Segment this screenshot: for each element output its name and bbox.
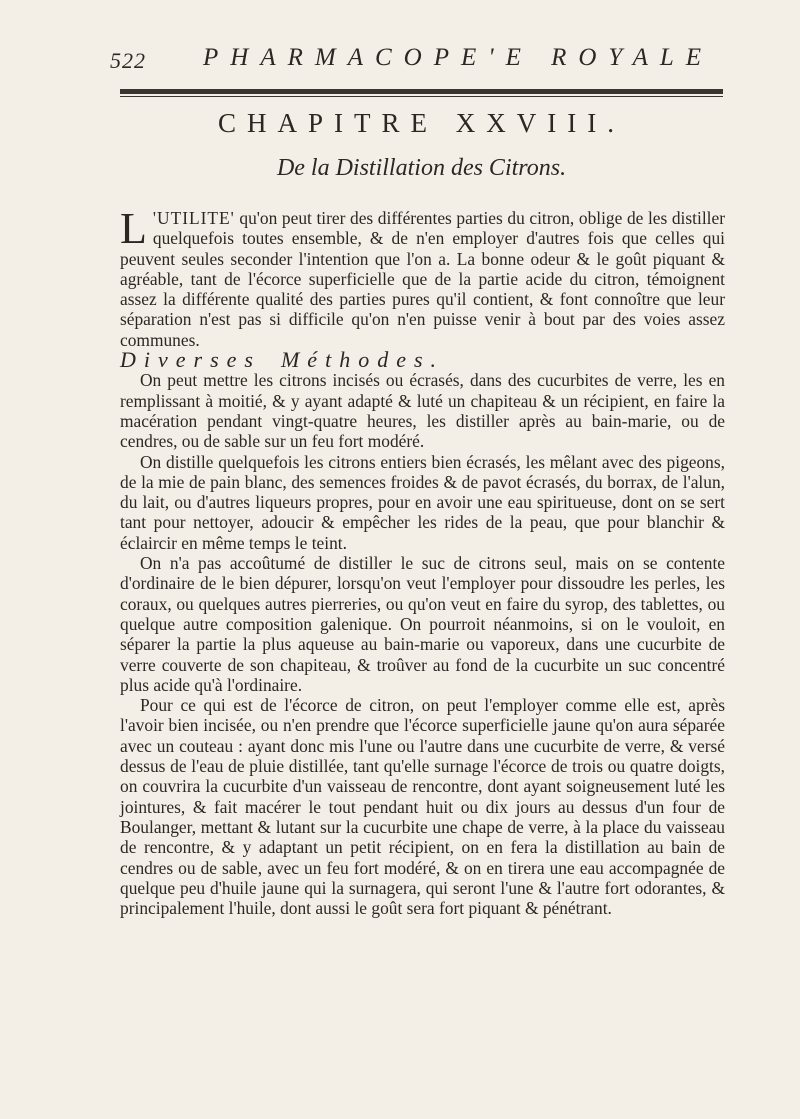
running-head — [0, 44, 800, 80]
intro-caps-word: 'UTILITE' — [152, 208, 235, 228]
paragraph: On distille quelquefois les citrons entiers bien écrasés, les mêlant avec des pigeons, de la mie de pain blanc, des semences froides & de pavot écrasés, du borrax, de l'alun, du lait, ou d'autres liqueurs propres, pour en avoir une eau spiritueuse, dont on se sert tant pour nettoyer, adoucir & empêcher les rides de la peau, que pour blanchir & éclaircir en même temps le teint. — [120, 451, 725, 553]
paragraph: Pour ce qui est de l'écorce de citron, on peut l'employer comme elle est, après l'avoir bien incisée, ou n'en prendre que l'écorce superficielle jaune qu'on aura séparée avec un couteau : ayant donc mis l'une ou l'autre dans une cucurbite de verre, & versé dessus de l'eau de pluie distillée, tant qu'elle surnage l'écorce de trois ou quatre doigts, on couvrira la cucurbite d'un vaisseau de rencontre, dont ayant soigneusement luté les jointures, & fait macérer le tout pendant huit ou dix jours au dessus d'un four de Boulanger, mettant & lutant sur la cucurbite une chape de verre, à la place du vaisseau de rencontre, & y adaptant un petit récipient, on en fera la distillation au bain de cendres ou de sable, avec un feu fort modéré, & on en tirera une eau accompagnée de quelque peu d'huile jaune qui la surnagera, qui seront l'une & l'autre fort odorantes, & principalement l'huile, dont aussi le goût sera fort piquant & pénétrant. — [120, 695, 725, 919]
chapter-subtitle: De la Distillation des Citrons. — [276, 155, 567, 181]
section-heading-word-2: Méthodes. — [280, 347, 445, 373]
section-heading-word-1: Diverses — [120, 347, 261, 373]
drop-cap: L — [120, 204, 147, 253]
paragraph: On peut mettre les citrons incisés ou écrasés, dans des cucurbites de verre, les en remplissant à moitié, & y ayant adapté & luté un chapiteau & un récipient, en faire la macération pendant vingt-quatre heures, les distiller après au bain-marie, ou de cendres, ou de sable sur un feu fort modéré. — [120, 370, 725, 452]
page-number: 522 — [110, 48, 146, 73]
intro-text: qu'on peut tirer des différentes parties du citron, oblige de les distiller quelquefois toutes ensemble, & de n'en employer d'autres fois que celles qui peuvent seules seconder l'intention que l'on a. La bonne odeur & le goût piquant & agréable, tant de l'écorce superficielle que de la partie acide du citron, témoignent assez la différente qualité des parties pures qu'il contient, & font connoître que leur séparation n'est pas si difficile qu'on n'en puisse venir à bout par des voies assez communes. — [120, 208, 725, 350]
header-rule-thin — [120, 96, 723, 97]
intro-paragraph — [120, 204, 725, 350]
header-rule — [120, 89, 723, 97]
header-rule-thick — [120, 89, 723, 94]
section-heading — [120, 347, 725, 373]
running-title: PHARMACOPE'E ROYALE — [203, 44, 714, 71]
paragraph: On n'a pas accoûtumé de distiller le suc de citrons seul, mais on se contente d'ordinaire de le bien dépurer, lorsqu'on veut l'employer pour dissoudre les perles, les coraux, ou quelques autres pierreries, ou qu'on veut en faire du syrop, des tablettes, ou quelque autre composition galenique. On pourroit néanmoins, si on le vouloit, en séparer la partie la plus aqueuse au bain-marie ou vaporeux, dans une cucurbite de verre couverte de son chapiteau, & troûver au fond de la cucurbite un suc concentré plus acide qu'à l'ordinaire. — [120, 553, 725, 695]
body-text — [120, 204, 725, 919]
chapter-heading: CHAPITRE XXVIII. — [218, 108, 625, 138]
